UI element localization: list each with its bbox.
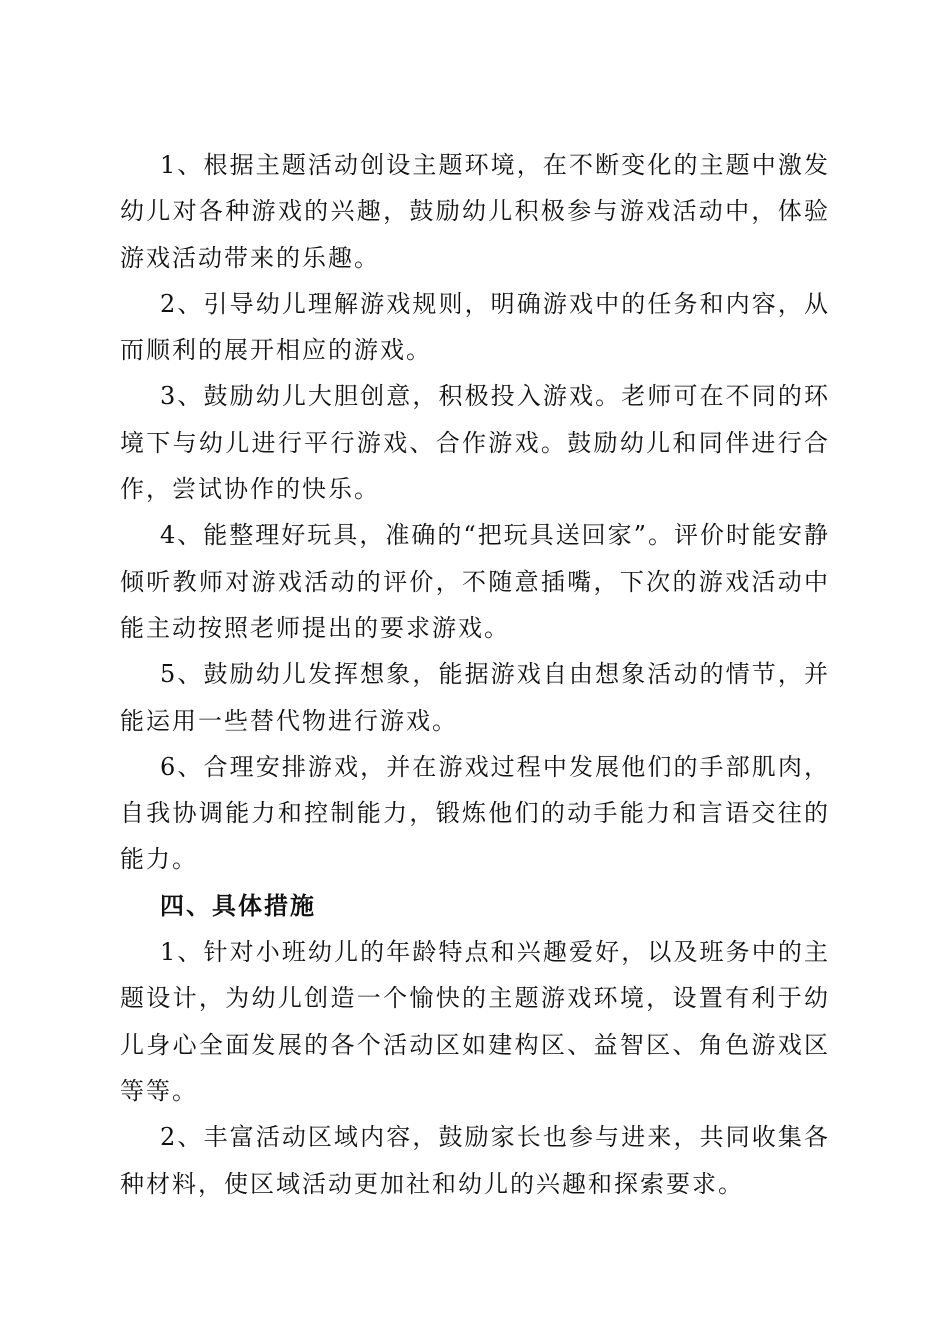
paragraph-goal-6: 6、合理安排游戏，并在游戏过程中发展他们的手部肌肉，自我协调能力和控制能力，锻炼他们的动手能力和言语交往的能力。 <box>120 752 830 874</box>
paragraph-goal-2: 2、引导幼儿理解游戏规则，明确游戏中的任务和内容，从而顺利的展开相应的游戏。 <box>120 289 830 365</box>
paragraph-goal-4: 4、能整理好玩具，准确的“把玩具送回家”。评价时能安静倾听教师对游戏活动的评价，不随意插嘴，下次的游戏活动中能主动按照老师提出的要求游戏。 <box>120 521 830 642</box>
paragraph-measure-1: 1、针对小班幼儿的年龄特点和兴趣爱好，以及班务中的主题设计，为幼儿创造一个愉快的主题游戏环境，设置有利于幼儿身心全面发展的各个活动区如建构区、益智区、角色游戏区等等。 <box>120 938 830 1105</box>
paragraph-goal-1: 1、根据主题活动创设主题环境，在不断变化的主题中激发幼儿对各种游戏的兴趣，鼓励幼儿积极参与游戏活动中，体验游戏活动带来的乐趣。 <box>120 151 830 272</box>
paragraph-goal-3: 3、鼓励幼儿大胆创意，积极投入游戏。老师可在不同的环境下与幼儿进行平行游戏、合作游戏。鼓励幼儿和同伴进行合作，尝试协作的快乐。 <box>120 382 830 504</box>
paragraph-measure-2: 2、丰富活动区域内容，鼓励家长也参与进来，共同收集各种材料，使区域活动更加社和幼儿的兴趣和探索要求。 <box>120 1123 830 1198</box>
paragraph-goal-5: 5、鼓励幼儿发挥想象，能据游戏自由想象活动的情节，并能运用一些替代物进行游戏。 <box>120 660 830 735</box>
section-heading: 四、具体措施 <box>160 891 316 920</box>
document-body <box>120 142 830 1207</box>
